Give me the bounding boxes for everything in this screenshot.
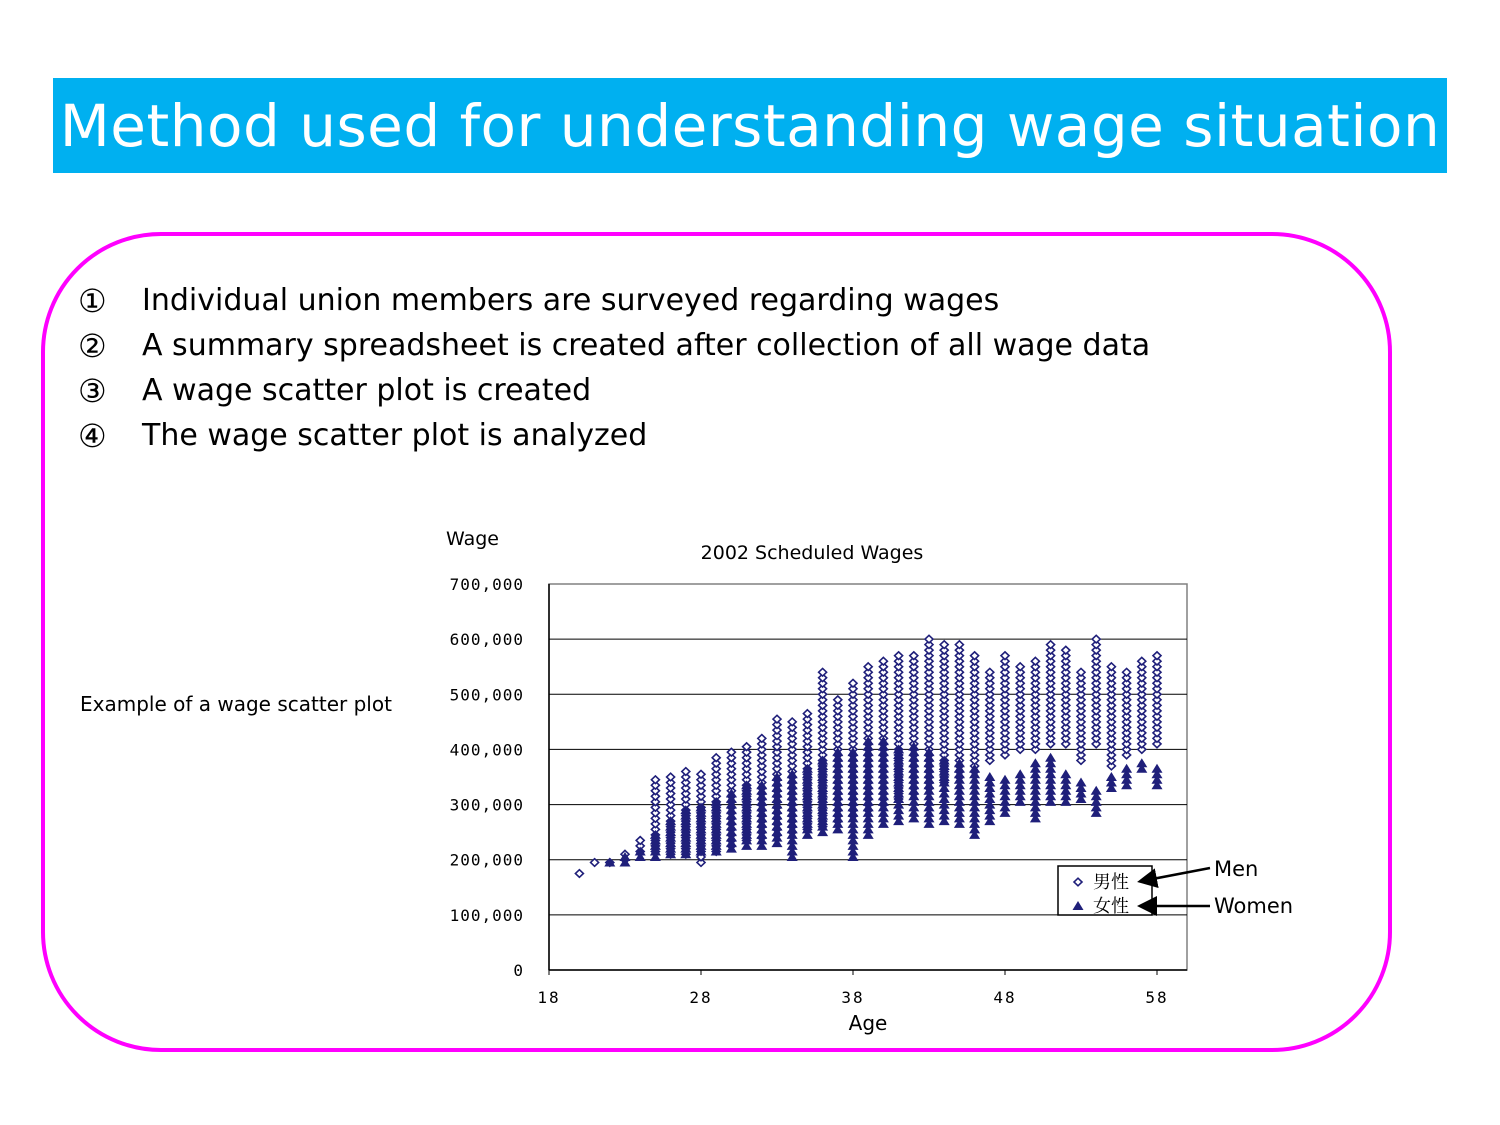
y-tick-label: 300,000 [449,795,524,815]
step-number: ④ [78,416,107,455]
men-point [667,773,675,781]
x-tick-label: 38 [841,988,865,1007]
men-point [1107,663,1115,671]
x-tick-label: 48 [993,988,1017,1007]
x-tick-label: 58 [1145,988,1169,1007]
women-point [1030,758,1041,767]
men-point [1092,635,1100,643]
men-point [1016,663,1024,671]
women-point [1106,772,1117,781]
y-tick-label: 0 [513,961,524,980]
men-point [1031,657,1039,665]
men-point [697,770,705,778]
women-point [1045,753,1056,762]
y-tick-label: 200,000 [449,850,524,870]
step-number: ① [78,281,107,320]
men-point [1001,652,1009,660]
men-point [575,870,583,878]
men-point [834,696,842,704]
y-tick-label: 500,000 [449,685,524,705]
men-point [986,668,994,676]
men-point [955,641,963,649]
legend-women-label: 女性 [1093,896,1129,917]
men-point [849,679,857,687]
x-tick-label: 28 [689,988,713,1007]
y-axis-label: Wage [446,528,499,550]
step-text: Individual union members are surveyed regarding wages [142,283,1000,318]
men-point [879,657,887,665]
men-point [864,663,872,671]
chart-title: 2002 Scheduled Wages [700,542,924,564]
men-point [895,652,903,660]
men-point [758,735,766,743]
men-point [971,652,979,660]
callout-men: Men [1214,857,1259,881]
y-tick-label: 100,000 [449,905,524,925]
women-point [984,772,995,781]
step-number: ② [78,326,107,365]
step-text: A wage scatter plot is created [142,373,592,408]
men-point [940,641,948,649]
women-point [1136,758,1147,767]
y-tick-label: 400,000 [449,740,524,760]
callout-women: Women [1214,894,1294,918]
men-point [651,776,659,784]
men-point [803,710,811,718]
page-title: Method used for understanding wage situation [59,91,1441,160]
men-point [1062,646,1070,654]
step-text: The wage scatter plot is analyzed [142,418,648,453]
women-point [1060,769,1071,778]
men-point [712,754,720,762]
women-point [1091,786,1102,795]
men-point [682,768,690,776]
men-point [925,635,933,643]
x-axis-label: Age [848,1011,888,1035]
legend-men-label: 男性 [1093,872,1129,893]
women-point [1015,769,1026,778]
example-label: Example of a wage scatter plot [80,692,392,716]
step-number: ③ [78,371,107,410]
men-point [1138,657,1146,665]
men-point [1047,641,1055,649]
men-point [788,718,796,726]
women-point [1076,778,1087,787]
men-point [773,715,781,723]
y-tick-label: 700,000 [449,575,524,594]
women-point [1152,764,1163,773]
men-point [1077,668,1085,676]
y-tick-label: 600,000 [449,630,524,650]
women-point [1121,764,1132,773]
men-point [819,668,827,676]
x-tick-label: 18 [537,988,561,1007]
men-point [910,652,918,660]
step-text: A summary spreadsheet is created after collection of all wage data [142,328,1151,363]
men-point [636,837,644,845]
women-point [1000,775,1011,784]
men-point [1153,652,1161,660]
men-point [1123,668,1131,676]
